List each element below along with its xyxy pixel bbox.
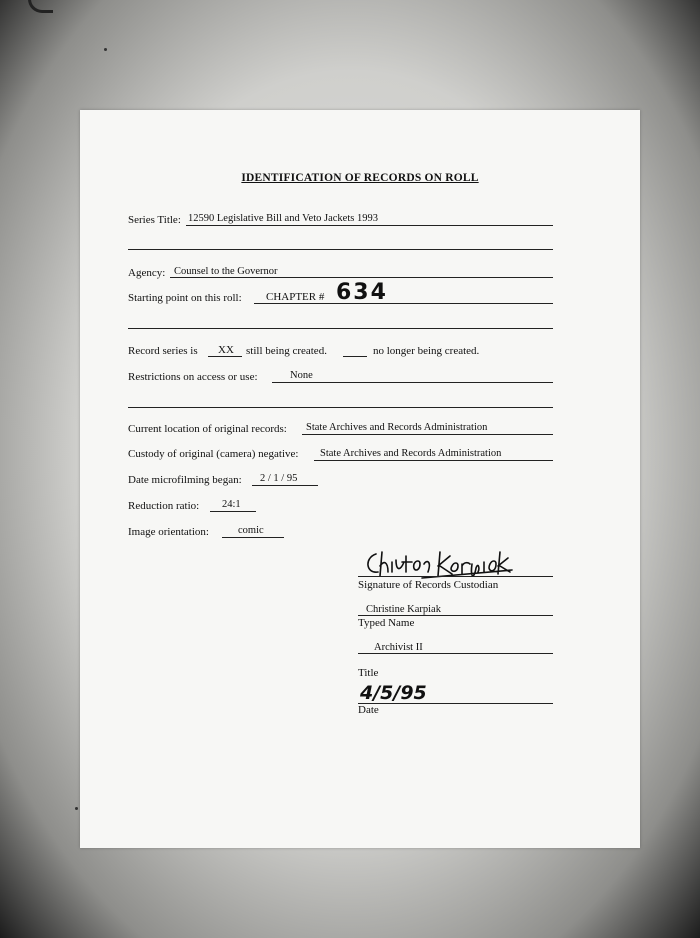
reduction-row xyxy=(128,500,199,512)
starting-point-line-2 xyxy=(128,328,553,329)
dust-speck xyxy=(104,48,107,51)
record-series-label: Record series is xyxy=(128,345,198,357)
date-began-value: 2 / 1 / 95 xyxy=(260,473,298,484)
custody-label: Custody of original (camera) negative: xyxy=(128,448,299,460)
title-line xyxy=(358,653,553,654)
record-series-no-longer-text: no longer being created. xyxy=(373,345,480,357)
orientation-line xyxy=(222,537,284,538)
record-series-row xyxy=(128,345,198,357)
series-title-line xyxy=(186,225,553,226)
record-series-still-text: still being created. xyxy=(246,345,327,357)
restrictions-value: None xyxy=(290,370,313,381)
typed-name-value: Christine Karpiak xyxy=(366,604,441,615)
agency-label: Agency: xyxy=(128,267,166,279)
date-handwritten: 4/5/95 xyxy=(360,682,427,704)
series-title-line-2 xyxy=(128,249,553,250)
form-heading: IDENTIFICATION OF RECORDS ON ROLL xyxy=(241,172,479,184)
restrictions-line-2 xyxy=(128,407,553,408)
date-began-label: Date microfilming began: xyxy=(128,474,242,486)
agency-value: Counsel to the Governor xyxy=(174,266,278,277)
record-series-still-mark: XX xyxy=(218,344,234,356)
current-location-row xyxy=(128,423,287,435)
typed-name-label: Typed Name xyxy=(358,617,415,629)
dust-speck xyxy=(75,807,78,810)
custody-row xyxy=(128,448,298,460)
orientation-row xyxy=(128,526,209,538)
record-series-no-longer-line xyxy=(343,356,367,357)
date-label: Date xyxy=(358,704,379,716)
records-form-sheet xyxy=(80,110,640,848)
series-title-label: Series Title: xyxy=(128,214,181,226)
restrictions-row xyxy=(128,371,258,383)
series-title-value: 12590 Legislative Bill and Veto Jackets 1993 xyxy=(188,213,378,224)
series-title-row xyxy=(128,214,181,226)
orientation-label: Image orientation: xyxy=(128,526,209,538)
current-location-value: State Archives and Records Administration xyxy=(306,422,488,433)
agency-row xyxy=(128,267,165,279)
current-location-label: Current location of original records: xyxy=(128,423,287,435)
restrictions-line xyxy=(272,382,553,383)
orientation-value: comic xyxy=(238,525,264,536)
reduction-label: Reduction ratio: xyxy=(128,500,200,512)
date-began-row xyxy=(128,474,242,486)
restrictions-label: Restrictions on access or use: xyxy=(128,371,258,383)
starting-point-label: Starting point on this roll: xyxy=(128,292,242,304)
typed-name-line xyxy=(358,615,553,616)
reduction-line xyxy=(210,511,256,512)
custody-value: State Archives and Records Administration xyxy=(320,448,502,459)
reduction-value: 24:1 xyxy=(222,499,241,510)
signature-text: Christine Karpiak xyxy=(362,578,370,579)
signature-line xyxy=(358,576,553,577)
current-location-line xyxy=(302,434,553,435)
title-value: Archivist II xyxy=(374,642,423,653)
starting-point-handwritten: 634 xyxy=(336,280,388,305)
date-began-line xyxy=(252,485,318,486)
starting-point-value: CHAPTER # xyxy=(266,291,325,303)
date-line xyxy=(358,703,553,704)
film-edge-mark xyxy=(28,0,53,13)
custody-line xyxy=(314,460,553,461)
record-series-still-line xyxy=(208,356,242,357)
signature-label: Signature of Records Custodian xyxy=(358,579,499,591)
title-label: Title xyxy=(358,667,379,679)
starting-point-row xyxy=(128,292,242,304)
starting-point-line xyxy=(254,303,553,304)
agency-line xyxy=(170,277,553,278)
